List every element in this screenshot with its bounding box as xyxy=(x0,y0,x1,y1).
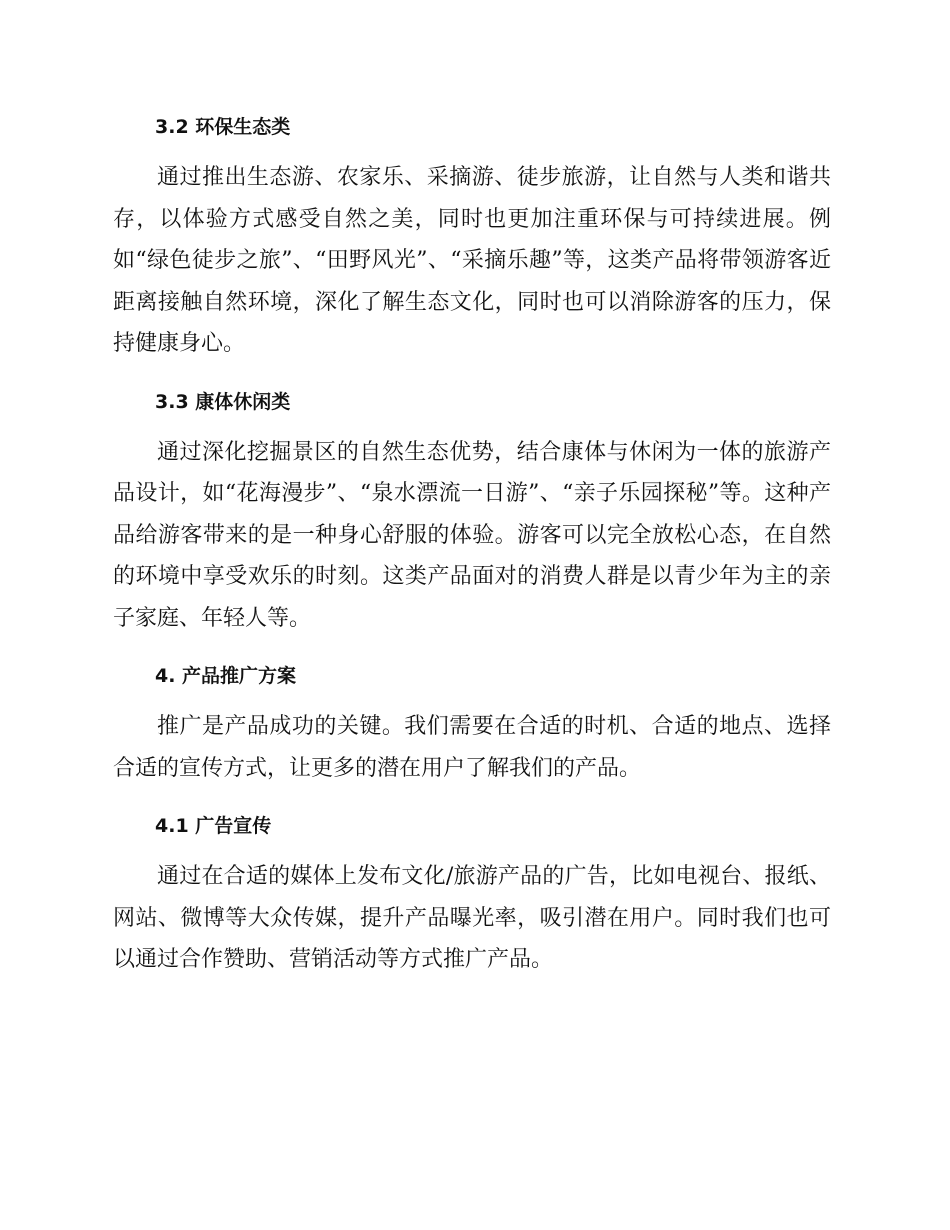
section-heading-3-2: 3.2 环保生态类 xyxy=(155,116,291,138)
section-paragraph-4-1: 通过在合适的媒体上发布文化/旅游产品的广告，比如电视台、报纸、网站、微博等大众传媒，提升产品曝光率，吸引潜在用户。同时我们也可以通过合作赞助、营销活动等方式推广产品。 xyxy=(113,864,831,972)
document-body xyxy=(113,110,831,1001)
section-paragraph-3-2: 通过推出生态游、农家乐、采摘游、徒步旅游，让自然与人类和谐共存，以体验方式感受自然之美，同时也更加注重环保与可持续进展。例如“绿色徒步之旅”、“田野风光”、“采摘乐趣”等，这类产品将带领游客近距离接触自然环境，深化了解生态文化，同时也可以消除游客的压力，保持健康身心。 xyxy=(113,165,831,356)
section-paragraph-4: 推广是产品成功的关键。我们需要在合适的时机、合适的地点、选择合适的宣传方式，让更多的潜在用户了解我们的产品。 xyxy=(113,714,831,781)
section-heading-4-1: 4.1 广告宣传 xyxy=(155,815,272,837)
section-heading-4: 4. 产品推广方案 xyxy=(155,665,297,687)
section-paragraph-3-3: 通过深化挖掘景区的自然生态优势，结合康体与休闲为一体的旅游产品设计，如“花海漫步”、“泉水漂流一日游”、“亲子乐园探秘”等。这种产品给游客带来的是一种身心舒服的体验。游客可以完全放松心态，在自然的环境中享受欢乐的时刻。这类产品面对的消费人群是以青少年为主的亲子家庭、年轻人等。 xyxy=(113,439,831,631)
section-heading-3-3: 3.3 康体休闲类 xyxy=(155,390,291,413)
